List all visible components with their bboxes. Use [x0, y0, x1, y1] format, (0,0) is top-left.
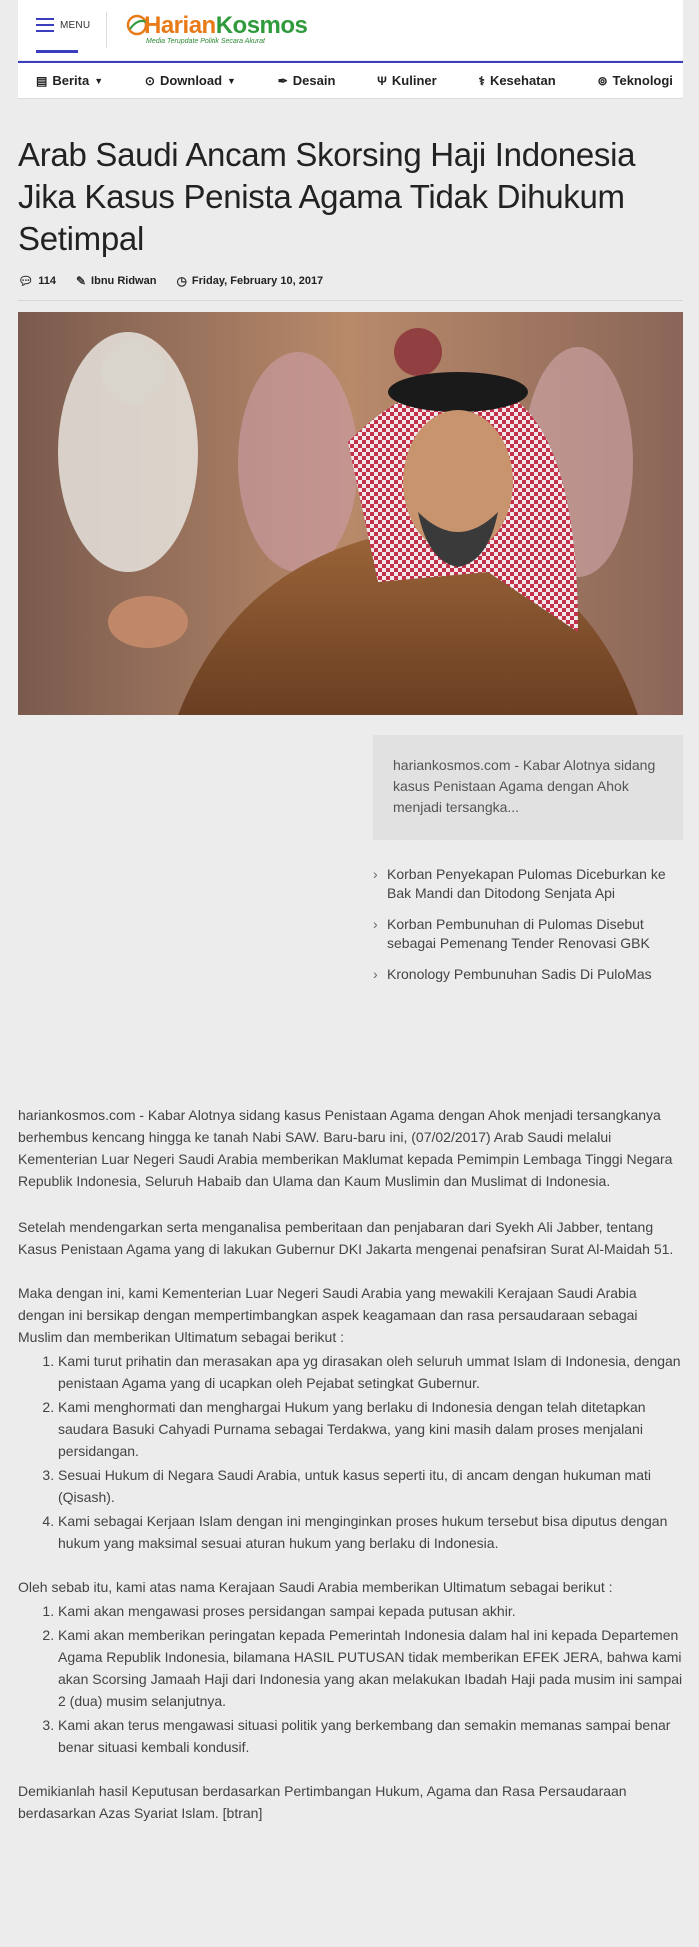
cutlery-icon: Ψ	[377, 73, 387, 88]
nav-label: Download	[159, 73, 223, 88]
chevron-right-icon: ›	[373, 916, 378, 932]
nav-item-download[interactable]	[145, 73, 236, 88]
list-item: 1. Kami akan mengawasi proses persidangan sampai kepada putusan akhir.	[58, 1600, 683, 1622]
article-body	[18, 1104, 683, 1824]
nav-label: Kesehatan	[489, 73, 556, 88]
article-hero-image	[18, 312, 683, 715]
menu-underline	[36, 50, 78, 53]
date-value: Friday, February 10, 2017	[191, 275, 324, 287]
paragraph: Oleh sebab itu, kami atas nama Kerajaan Saudi Arabia memberikan Ultimatum sebagai berikut :	[18, 1579, 613, 1595]
page	[18, 0, 683, 1846]
related-panel	[373, 735, 683, 984]
related-link-text: Korban Pembunuhan di Pulomas Disebut sebagai Pemenang Tender Renovasi GBK	[387, 916, 650, 951]
hero-photo	[18, 312, 683, 715]
related-list	[373, 865, 683, 984]
list-item: 1. Kami turut prihatin dan merasakan apa yg dirasakan oleh seluruh ummat Islam di Indonesia, dengan penistaan Agama yang di ucapkan oleh Pejabat setingkat Gubernur.	[58, 1350, 683, 1394]
list-item: 4. Kami sebagai Kerjaan Islam dengan ini menginginkan proses hukum tersebut bisa diputus dengan hukum yang maksimal sesuai aturan hukum yang berlaku di Indonesia.	[58, 1510, 683, 1554]
publish-date	[176, 274, 323, 288]
list-item: 2. Kami menghormati dan menghargai Hukum yang berlaku di Indonesia dengan telah ditetapkan saudara Basuki Cahyadi Purnama sebagai Terdakwa, yang kini masih dalam proses menjalani persidangan.	[58, 1396, 683, 1462]
comment-count-value: 114	[38, 275, 56, 287]
stethoscope-icon: ⚕	[478, 73, 485, 88]
header-divider	[106, 12, 107, 48]
site-header	[18, 0, 683, 60]
paragraph: hariankosmos.com - Kabar Alotnya sidang kasus Penistaan Agama dengan Ahok menjadi tersangkanya berhembus kencang hingga ke tanah Nabi SAW. Baru-baru ini, (07/02/2017) Arab Saudi melalui Kementerian Luar Negeri Saudi Arabia memberikan Maklumat kepada Pemimpin Lembaga Tinggi Negara Republik Indonesia, Seluruh Habaib dan Ulama dan Kaum Muslimin dan Muslimat di Indonesia.	[18, 1107, 673, 1189]
logo-text: HarianKosmos	[144, 12, 308, 39]
related-link[interactable]	[373, 865, 683, 903]
author[interactable]	[76, 274, 156, 288]
excerpt-box: hariankosmos.com - Kabar Alotnya sidang kasus Penistaan Agama dengan Ahok menjadi tersangka...	[373, 735, 683, 840]
caret-down-icon: ▼	[227, 75, 236, 86]
nav-item-teknologi[interactable]	[597, 73, 673, 88]
article-title: Arab Saudi Ancam Skorsing Haji Indonesia Jika Kasus Penista Agama Tidak Dihukum Setimpal	[18, 136, 636, 257]
nav-label: Teknologi	[612, 73, 673, 88]
nav-label: Berita	[52, 73, 90, 88]
ultimatum-list-1	[58, 1350, 683, 1554]
comment-icon: 💬︎	[18, 274, 34, 288]
comment-count[interactable]	[18, 274, 56, 288]
paragraph: Setelah mendengarkan serta menganalisa pemberitaan dan penjabaran dari Syekh Ali Jabber, tentang Kasus Penistaan Agama yang di lakukan Gubernur DKI Jakarta mengenai penafsiran Surat Al-Maidah 51.	[18, 1219, 674, 1257]
nav-item-desain[interactable]	[278, 73, 336, 88]
paragraph: Demikianlah hasil Keputusan berdasarkan Pertimbangan Hukum, Agama dan Rasa Persaudaraan berdasarkan Azas Syariat Islam. [btran]	[18, 1783, 627, 1821]
related-link-text: Korban Penyekapan Pulomas Diceburkan ke Bak Mandi dan Ditodong Senjata Api	[387, 866, 666, 901]
nav-label: Kuliner	[391, 73, 437, 88]
paragraph: Maka dengan ini, kami Kementerian Luar Negeri Saudi Arabia yang mewakili Kerajaan Saudi Arabia dengan ini bersikap dengan mempertimbangkan aspek keagamaan dan rasa persaudaraan sebagai Muslim dan memberikan Ultimatum sebagai berikut :	[18, 1285, 638, 1345]
list-item: 3. Sesuai Hukum di Negara Saudi Arabia, untuk kasus seperti itu, di ancam dengan hukuman mati (Qisash).	[58, 1464, 683, 1508]
ultimatum-list-2	[58, 1600, 683, 1758]
logo-tagline: Media Terupdate Politik Secara Akurat	[146, 38, 265, 45]
hamburger-icon	[36, 18, 54, 32]
download-icon: ⊙	[144, 73, 155, 88]
nav-item-berita[interactable]	[36, 73, 103, 88]
list-item: 3. Kami akan terus mengawasi situasi politik yang berkembang dan semakin memanas sampai benar benar situasi kembali kondusif.	[58, 1714, 683, 1758]
menu-label: MENU	[60, 19, 91, 31]
author-name: Ibnu Ridwan	[91, 275, 157, 287]
edit-icon: ✎	[75, 274, 87, 288]
newspaper-icon: ▤	[36, 73, 48, 88]
main-nav	[18, 61, 683, 99]
article-meta	[18, 274, 683, 301]
related-link-text: Kronology Pembunuhan Sadis Di PuloMas	[387, 966, 652, 982]
magic-wand-icon: ✒	[277, 73, 288, 88]
list-item: 2. Kami akan memberikan peringatan kepada Pemerintah Indonesia dalam hal ini kepada Departemen Agama Republik Indonesia, bilamana HASIL PUTUSAN tidak memberikan EFEK JERA, bahwa kami akan Scorsing Jamaah Haji dari Indonesia yang akan melakukan Ibadah Haji pada musim ini sampai 2 (dua) musim selanjutnya.	[58, 1624, 683, 1712]
chevron-right-icon: ›	[373, 866, 378, 882]
caret-down-icon: ▼	[94, 75, 104, 86]
nav-item-kesehatan[interactable]	[478, 73, 555, 88]
chevron-right-icon: ›	[373, 966, 378, 982]
nav-item-kuliner[interactable]	[377, 73, 437, 88]
nav-label: Desain	[292, 73, 336, 88]
menu-button[interactable]	[36, 18, 90, 32]
clock-icon: ◷	[176, 274, 187, 288]
gamepad-icon: ⊚	[597, 73, 608, 88]
related-link[interactable]	[373, 965, 683, 984]
related-link[interactable]	[373, 915, 683, 953]
